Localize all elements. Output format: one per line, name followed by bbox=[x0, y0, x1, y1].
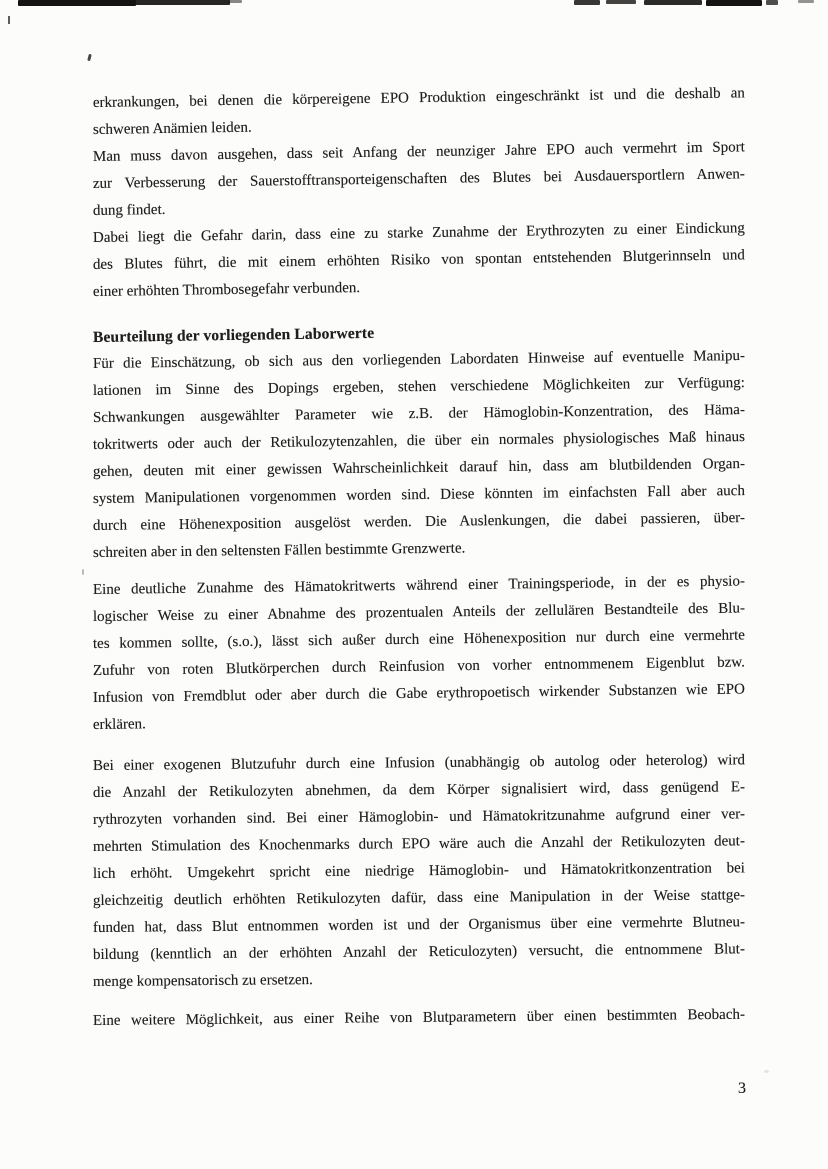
page-number: 3 bbox=[738, 1080, 746, 1097]
text-line: durch eine Höhenexposition ausgelöst werden. Die Auslenkungen, die dabei passieren, über- bbox=[92, 510, 746, 534]
ink-speck bbox=[8, 16, 10, 24]
ink-speck bbox=[87, 54, 92, 62]
text-line: dung findet. bbox=[92, 201, 166, 219]
paragraph bbox=[93, 753, 745, 996]
text-line: rythrozyten vorhanden sind. Bei einer Hämoglobin- und Hämatokritzunahme aufgrund einer ver- bbox=[92, 806, 746, 828]
scan-edge-segment bbox=[228, 0, 242, 3]
text-line: Zufuhr von roten Blutkörperchen durch Reinfusion von vorher entnommenem Eigenblut bzw. bbox=[92, 654, 746, 679]
scan-edge-segment bbox=[706, 0, 762, 6]
scan-edge-segment bbox=[606, 0, 636, 4]
text-line: des Blutes führt, die mit einem erhöhten Risiko von spontan entstehenden Blutgerinnseln und bbox=[92, 247, 745, 273]
text-line: tes kommen sollte, (s.o.), lässt sich außer durch eine Höhenexposition nur durch eine vermehrte bbox=[92, 627, 746, 652]
document-body bbox=[92, 85, 746, 1035]
paragraph bbox=[92, 85, 745, 306]
ink-speck bbox=[764, 1070, 769, 1073]
scan-edge-artifact-top bbox=[0, 0, 828, 8]
text-line: erklären. bbox=[92, 716, 146, 733]
text-line: funden hat, dass Blut entnommen worden ist und der Organismus über eine vermehrte Blutneu- bbox=[92, 914, 746, 936]
text-line: gehen, deuten mit einer gewissen Wahrscheinlichkeit darauf hin, dass am blutbildenden Organ- bbox=[92, 456, 746, 480]
scan-edge-segment bbox=[798, 0, 814, 3]
paragraph bbox=[93, 1008, 745, 1035]
text-line: lich erhöht. Umgekehrt spricht eine niedrige Hämoglobin- und Hämatokritkonzentration bei bbox=[92, 860, 746, 882]
text-line: Bei einer exogenen Blutzufuhr durch eine Infusion (unabhängig ob autolog oder heterolog) wird bbox=[92, 752, 746, 774]
text-line: system Manipulationen vorgenommen worden sind. Diese könnten im einfachsten Fall aber auch bbox=[92, 483, 746, 507]
paragraph bbox=[92, 348, 746, 567]
text-line: Infusion von Fremdblut oder aber durch die Gabe erythropoetisch wirkender Substanzen wie EPO bbox=[92, 681, 746, 706]
text-line: bildung (kenntlich an der erhöhten Anzahl der Reticulozyten) versucht, die entnommene Blut- bbox=[92, 941, 746, 963]
text-line: die Anzahl der Retikulozyten abnehmen, da dem Körper signalisiert wird, dass genügend E- bbox=[92, 779, 746, 801]
paragraph bbox=[92, 573, 746, 739]
text-line: schreiten aber in den seltensten Fällen bestimmte Grenzwerte. bbox=[92, 540, 466, 561]
text-line: einer erhöhten Thrombosegefahr verbunden. bbox=[92, 280, 361, 300]
text-line: erkrankungen, bei denen die körpereigene EPO Produktion eingeschränkt ist und die deshalb an bbox=[92, 85, 745, 111]
text-line: Schwankungen ausgewählter Parameter wie z.B. der Hämoglobin-Konzentration, des Häma- bbox=[92, 402, 746, 426]
scan-edge-segment bbox=[134, 0, 230, 5]
text-line: lationen im Sinne des Dopings ergeben, stehen verschiedene Möglichkeiten zur Verfügung: bbox=[92, 375, 746, 399]
text-line: Für die Einschätzung, ob sich aus den vorliegenden Labordaten Hinweise auf eventuelle Manipu- bbox=[92, 348, 746, 372]
ink-speck bbox=[82, 569, 84, 575]
scan-edge-segment bbox=[644, 0, 702, 5]
text-line: schweren Anämien leiden. bbox=[92, 119, 252, 138]
text-line: logischer Weise zu einer Abnahme des prozentualen Anteils der zellulären Bestandteile des Blu- bbox=[92, 600, 746, 625]
text-line: Eine deutliche Zunahme des Hämatokritwerts während einer Trainingsperiode, in der es physio- bbox=[92, 573, 746, 598]
text-line: Eine weitere Möglichkeit, aus einer Reihe von Blutparametern über einen bestimmten Beobach- bbox=[92, 1006, 746, 1029]
text-line: zur Verbesserung der Sauerstofftransporteigenschaften des Blutes bei Ausdauersportlern Anwen- bbox=[92, 166, 745, 192]
heading-text: Beurteilung der vorliegenden Laborwerte bbox=[92, 324, 375, 346]
text-line: Man muss davon ausgehen, dass seit Anfang der neunziger Jahre EPO auch vermehrt im Sport bbox=[92, 139, 745, 165]
scan-edge-segment bbox=[574, 0, 600, 5]
text-line: menge kompensatorisch zu ersetzen. bbox=[92, 972, 313, 990]
text-line: Dabei liegt die Gefahr darin, dass eine zu starke Zunahme der Erythrozyten zu einer Eindickung bbox=[92, 220, 745, 246]
scan-edge-segment bbox=[18, 0, 136, 6]
text-line: tokritwerts oder auch der Retikulozytenzahlen, die über ein normales physiologisches Maß hinaus bbox=[92, 429, 746, 453]
text-line: mehrten Stimulation des Knochenmarks durch EPO wäre auch die Anzahl der Retikulozyten deut- bbox=[92, 833, 746, 855]
text-line: gleichzeitig deutlich erhöhten Retikulozyten dafür, dass eine Manipulation in der Weise stattge- bbox=[92, 887, 746, 909]
scan-edge-segment bbox=[766, 0, 778, 5]
